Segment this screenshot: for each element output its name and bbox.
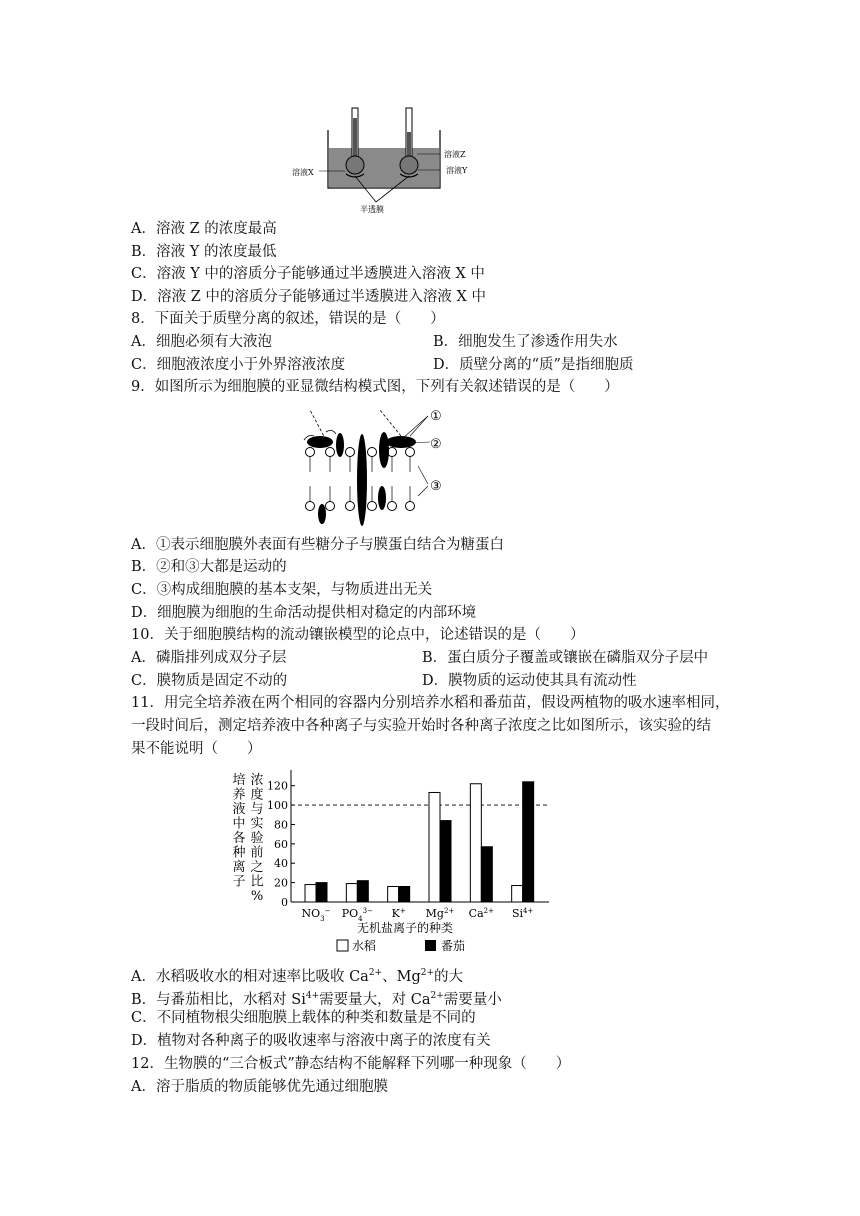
- q7-option-d: D．溶液 Z 中的溶质分子能够通过半透膜进入溶液 X 中: [131, 289, 486, 305]
- label-solution-x: 溶液X: [292, 168, 314, 177]
- bar-rice: [305, 885, 316, 902]
- y-tick-label: 100: [267, 799, 288, 813]
- bar-tomato: [316, 883, 327, 902]
- q9-option-d: D．细胞膜为细胞的生命活动提供相对稳定的内部环境: [131, 605, 477, 621]
- q8-stem: 8．下面关于质壁分离的叙述，错误的是（ ）: [131, 311, 445, 327]
- x-tick-label: $Ca^{2+}$: [468, 907, 494, 920]
- q11-option-b: B．与番茄相比，水稻对 $Si^{4+}$需要量大，对 $Ca^{2+}$需要量小: [131, 991, 502, 1008]
- ylabel-right-char: 验: [250, 831, 264, 846]
- chart-legend: [337, 938, 465, 953]
- ylabel-right-char: 度: [250, 787, 264, 803]
- label-1: ①: [430, 409, 442, 424]
- y-tick-label: 120: [267, 779, 288, 793]
- q8-option-b: B．细胞发生了渗透作用失水: [433, 334, 618, 350]
- bar-rice: [346, 884, 357, 902]
- q8-option-d: D．质壁分离的“质”是指细胞质: [433, 357, 634, 373]
- bar-tomato: [523, 782, 534, 902]
- bar-tomato: [481, 847, 492, 902]
- y-tick-label: 0: [281, 896, 288, 909]
- bar-rice: [388, 886, 399, 902]
- ylabel-left-char: 离: [232, 860, 246, 875]
- ylabel-right-char: 实: [250, 816, 264, 832]
- q11-option-c: C．不同植物根尖细胞膜上载体的种类和数量是不同的: [131, 1010, 476, 1026]
- q12-option-a: A．溶于脂质的物质能够优先通过细胞膜: [131, 1079, 388, 1095]
- bar-rice: [470, 784, 481, 902]
- q8-option-c: C．细胞液浓度小于外界溶液浓度: [131, 357, 346, 373]
- q11-stem-1: 11．用完全培养液在两个相同的容器内分别培养水稻和番茄苗，假设两植物的吸水速率相同，: [131, 695, 730, 711]
- bar-rice: [429, 792, 440, 902]
- ylabel-left-char: 培: [232, 773, 246, 788]
- label-3: ③: [430, 479, 442, 494]
- q7-option-a: A．溶液 Z 的浓度最高: [131, 221, 277, 237]
- q11-option-d: D．植物对各种离子的吸收速率与溶液中离子的浓度有关: [131, 1033, 491, 1049]
- bar-rice: [512, 886, 523, 902]
- osmosis-figure: [290, 104, 520, 216]
- q10-option-a: A．磷脂排列成双分子层: [131, 650, 287, 666]
- ylabel-left-char: 中: [232, 816, 246, 832]
- x-tick-label: $Si^{4+}$: [511, 907, 534, 920]
- y-tick-label: 80: [274, 818, 288, 832]
- x-tick-label: $Mg^{2+}$: [425, 907, 455, 920]
- ylabel-right-char: 比: [250, 874, 264, 890]
- q10-stem: 10．关于细胞膜结构的流动镶嵌模型的论点中，论述错误的是（ ）: [131, 627, 585, 643]
- legend-label-tomato: 番茄: [441, 939, 466, 953]
- ylabel-right-char: 之: [250, 860, 264, 875]
- ylabel-right-char: 前: [250, 845, 264, 861]
- y-tick-label: 60: [274, 837, 288, 851]
- q12-stem: 12．生物膜的“三合板式”静态结构不能解释下列哪一种现象（ ）: [131, 1056, 571, 1072]
- x-tick-label: $NO_3^-$: [301, 907, 331, 923]
- y-tick-label: 40: [274, 857, 288, 871]
- q7-option-b: B．溶液 Y 的浓度最低: [131, 244, 277, 260]
- q10-option-c: C．膜物质是固定不动的: [131, 673, 288, 689]
- chart-ylabel-left: [232, 773, 245, 890]
- q9-option-b: B．②和③大都是运动的: [131, 559, 287, 575]
- q9-option-a: A．①表示细胞膜外表面有些糖分子与膜蛋白结合为糖蛋白: [131, 537, 504, 553]
- q11-option-a: A．水稻吸收水的相对速率比吸收 $Ca^{2+}$、$Mg^{2+}$的大: [131, 968, 464, 985]
- bar-tomato: [399, 886, 410, 902]
- ylabel-left-char: 子: [232, 874, 246, 890]
- bar-tomato: [440, 821, 451, 902]
- chart-xlabel: 无机盐离子的种类: [356, 921, 454, 935]
- ylabel-left-char: 各: [232, 831, 246, 846]
- legend-label-rice: 水稻: [352, 939, 377, 953]
- x-tick-label: K+: [391, 907, 406, 920]
- x-tick-label: $PO_4^{3-}$: [341, 907, 373, 923]
- ylabel-left-char: 种: [232, 845, 246, 861]
- bar-tomato: [357, 881, 368, 902]
- label-membrane: 半透膜: [360, 205, 384, 214]
- y-tick-label: 20: [274, 876, 288, 890]
- membrane-figure: [300, 404, 470, 528]
- q8-option-a: A．细胞必须有大液泡: [131, 334, 272, 350]
- ylabel-right-char: 与: [250, 802, 264, 817]
- ion-ratio-chart: [225, 764, 565, 958]
- q9-option-c: C．③构成细胞膜的基本支架，与物质进出无关: [131, 582, 433, 598]
- ylabel-left-char: 养: [232, 787, 246, 803]
- chart-ylabel-right: [250, 773, 263, 904]
- ylabel-right-char: %: [250, 889, 264, 904]
- ylabel-left-char: 液: [232, 802, 246, 817]
- legend-swatch-tomato: [425, 940, 436, 951]
- label-solution-y: 溶液Y: [446, 166, 468, 175]
- label-solution-z: 溶液Z: [444, 150, 466, 159]
- label-2: ②: [430, 437, 442, 452]
- q9-stem: 9．如图所示为细胞膜的亚显微结构模式图，下列有关叙述错误的是（ ）: [131, 379, 619, 395]
- q7-option-c: C．溶液 Y 中的溶质分子能够通过半透膜进入溶液 X 中: [131, 266, 485, 282]
- q10-option-d: D．膜物质的运动使其具有流动性: [422, 673, 637, 689]
- legend-swatch-rice: [337, 940, 348, 951]
- ylabel-right-char: 浓: [250, 773, 264, 788]
- q11-stem-3: 果不能说明（ ）: [131, 741, 262, 757]
- q11-stem-2: 一段时间后，测定培养液中各种离子与实验开始时各种离子浓度之比如图所示，该实验的结: [131, 718, 711, 734]
- q10-option-b: B．蛋白质分子覆盖或镶嵌在磷脂双分子层中: [422, 650, 709, 666]
